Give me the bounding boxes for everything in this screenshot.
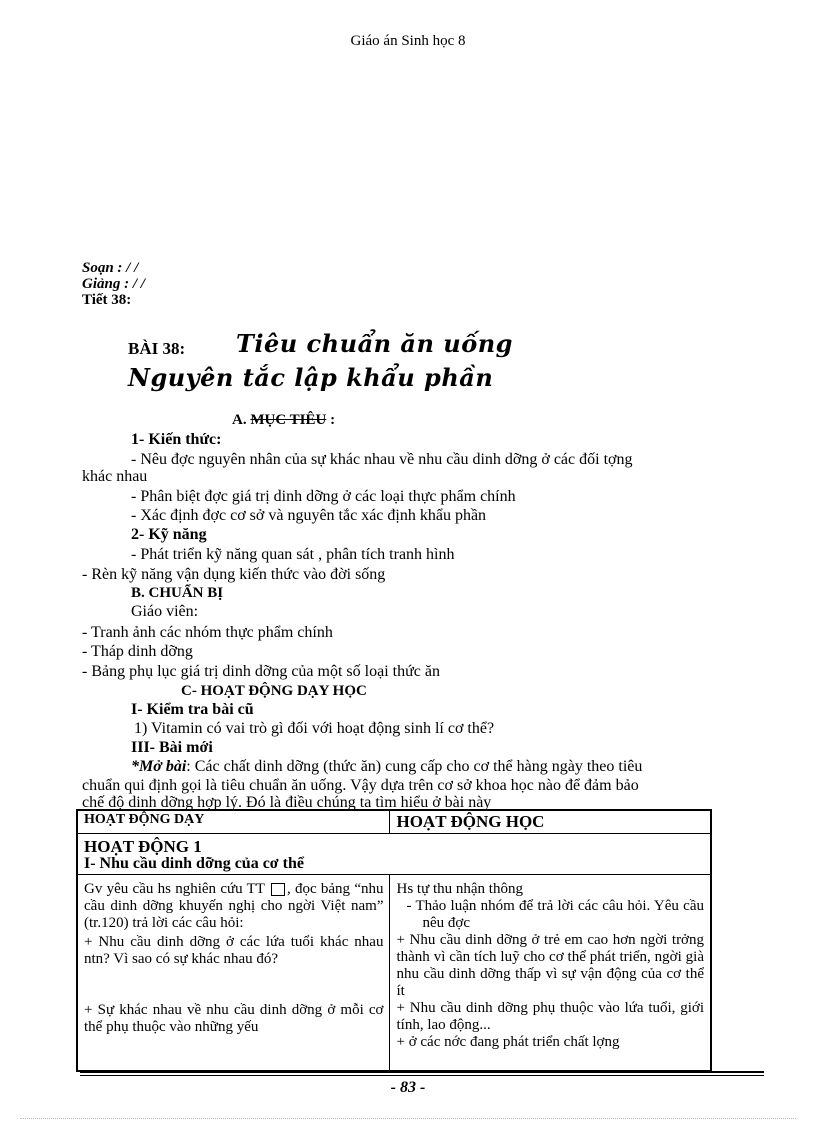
teacher-instruction	[84, 881, 383, 932]
kiem-tra-heading: I- Kiểm tra bài cũ	[131, 701, 254, 718]
kien-thuc-item-1a: - Nêu đợc nguyên nhân của sự khác nhau về nhu cầu dinh dỡng ở các đối tợng	[131, 451, 633, 468]
section-a-suffix: :	[326, 412, 336, 428]
ky-nang-item-2: - Rèn kỹ năng vận dụng kiến thức vào đời sống	[82, 566, 386, 583]
section-a-prefix: A.	[232, 412, 251, 428]
giao-vien-item-3: - Bảng phụ lục giá trị dinh dỡng của một số loại thức ăn	[82, 663, 440, 680]
student-answer-2: + Nhu cầu dinh dỡng phụ thuộc vào lứa tuổi, giới tính, lao động...	[396, 1000, 704, 1033]
giao-vien-item-2: - Tháp dinh dỡng	[82, 643, 193, 660]
giang-date: Giảng : / /	[82, 276, 145, 292]
student-step-1: Hs tự thu nhận thông	[396, 881, 523, 897]
learning-cell	[390, 875, 711, 1072]
mo-bai-text-1: : Các chất dinh dỡng (thức ăn) cung cấp cho cơ thể hàng ngày theo tiêu	[186, 758, 643, 775]
section-a-label: MỤC TIÊU	[250, 412, 327, 428]
giao-vien-item-1: - Tranh ảnh các nhóm thực phẩm chính	[82, 624, 333, 641]
lesson-activity-table	[76, 809, 712, 1072]
footer-divider-thick	[80, 1071, 764, 1073]
page-header: Giáo án Sinh học 8	[350, 33, 466, 49]
lesson-title-1: Tiêu chuẩn ăn uống	[236, 329, 513, 358]
mo-bai-line-2: chuẩn qui định gọi là tiêu chuẩn ăn uống. Vậy dựa trên cơ sở khoa học nào để đảm bảo	[82, 777, 639, 794]
lesson-title-2: Nguyên tắc lập khẩu phần	[128, 363, 494, 392]
tiet-number: Tiết 38:	[82, 292, 132, 308]
section-c-title: C- HOẠT ĐỘNG DẠY HỌC	[181, 683, 367, 699]
teacher-question-1: + Nhu cầu dinh dỡng ở các lứa tuổi khác nhau ntn? Vì sao có sự khác nhau đó?	[84, 934, 384, 967]
kien-thuc-item-1b: khác nhau	[82, 468, 148, 485]
table-header-row	[77, 810, 711, 834]
page-number: - 83 -	[390, 1079, 426, 1096]
box-icon	[271, 883, 285, 896]
mo-bai-line-1	[131, 757, 642, 776]
activity-subtitle: I- Nhu cầu dinh dỡng của cơ thể	[84, 855, 304, 872]
col-header-teaching: HOẠT ĐỘNG DẠY	[77, 810, 390, 834]
table-row	[77, 875, 711, 1072]
bai-moi-heading: III- Bài mới	[131, 739, 213, 756]
activity-title-row	[77, 834, 711, 875]
kiem-tra-question: 1) Vitamin có vai trò gì đối với hoạt động sinh lí cơ thể?	[134, 720, 495, 737]
section-a-title	[232, 412, 335, 429]
teacher-instruction-b: , đọc bảng “nhu cầu dinh dỡng khuyến nghị cho ngời Việt nam” (tr.120) trả lời các câu hỏi:	[84, 881, 384, 931]
student-answer-3: + ở các nớc đang phát triển chất lợng	[396, 1034, 620, 1050]
soan-date: Soạn : / /	[82, 260, 139, 276]
student-step-2: - Thảo luận nhóm để trả lời các câu hỏi. Yêu cầu nêu đợc	[406, 898, 704, 931]
page-edge-divider	[20, 1118, 796, 1119]
teacher-question-2: + Sự khác nhau về nhu cầu dinh dỡng ở mỗi cơ thể phụ thuộc vào những yếu	[84, 1002, 384, 1035]
mo-bai-label: *Mở bài	[131, 758, 187, 775]
section-b-title: B. CHUẨN BỊ	[131, 585, 224, 601]
activity-title-cell	[77, 834, 711, 875]
lesson-number: BÀI 38:	[128, 339, 186, 358]
teaching-cell	[77, 875, 390, 1072]
col-header-learning: HOẠT ĐỘNG HỌC	[390, 810, 711, 834]
activity-title: HOẠT ĐỘNG 1	[84, 837, 202, 856]
footer-divider-thin	[80, 1075, 764, 1076]
teacher-instruction-a: Gv yêu cầu hs nghiên cứu TT	[84, 881, 265, 897]
ky-nang-heading: 2- Kỹ năng	[131, 526, 207, 543]
giao-vien-label: Giáo viên:	[131, 603, 199, 620]
kien-thuc-item-2: - Phân biệt đợc giá trị dinh dỡng ở các loại thực phẩm chính	[131, 488, 516, 505]
ky-nang-item-1: - Phát triển kỹ năng quan sát , phân tích tranh hình	[131, 546, 455, 563]
student-answer-1: + Nhu cầu dinh dỡng ở trẻ em cao hơn ngời trởng thành vì cần tích luỹ cho cơ thể phát triển, ngời già nhu cầu dinh dỡng thấp vì sự vận động của cơ thể ít	[396, 932, 704, 999]
kien-thuc-item-3: - Xác định đợc cơ sở và nguyên tắc xác định khẩu phần	[131, 507, 487, 524]
kien-thuc-heading: 1- Kiến thức:	[131, 431, 222, 448]
mo-bai-line-3: chế độ dinh dỡng hợp lý. Đó là điều chúng ta tìm hiểu ở bài này	[82, 794, 492, 811]
